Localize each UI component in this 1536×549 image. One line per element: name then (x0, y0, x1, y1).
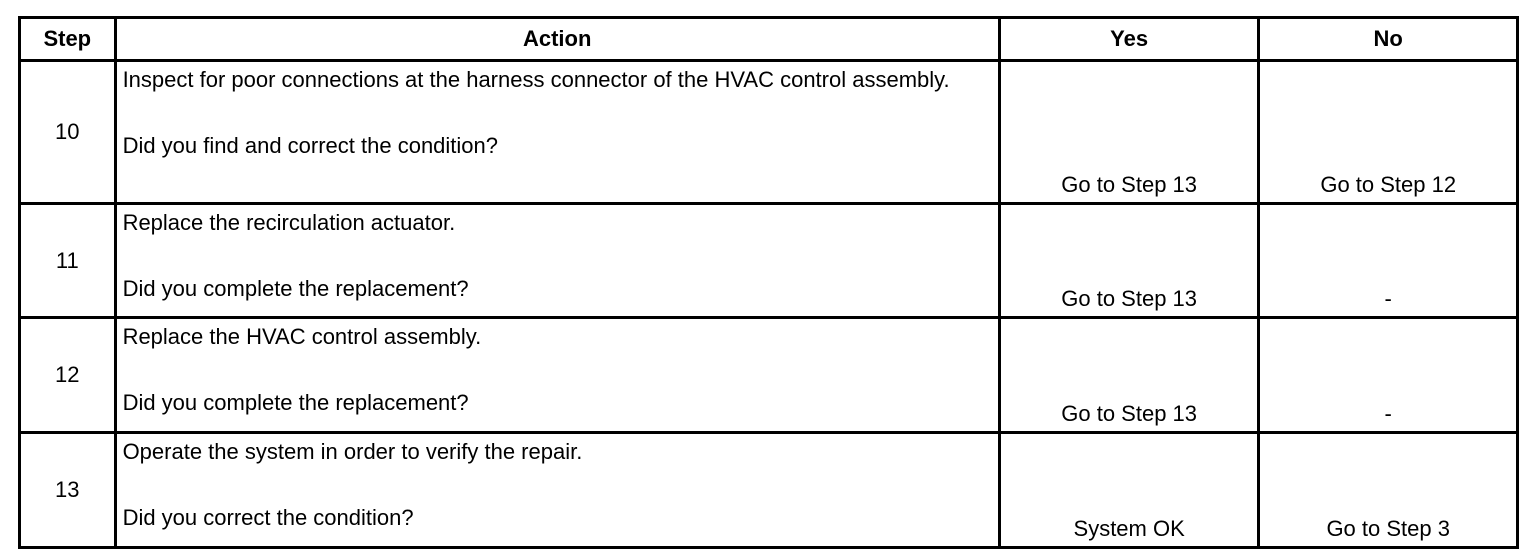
table-header-row (20, 18, 1518, 61)
action-instruction: Replace the HVAC control assembly. (122, 324, 482, 349)
action-instruction: Replace the recirculation actuator. (122, 210, 456, 235)
action-cell (115, 204, 999, 318)
diagnostic-table-container (18, 16, 1519, 549)
action-instruction: Operate the system in order to verify the repair. (122, 439, 583, 464)
action-question: Did you complete the replacement? (122, 276, 469, 301)
action-question: Did you find and correct the condition? (122, 133, 499, 158)
action-question: Did you complete the replacement? (122, 390, 469, 415)
step-number: 13 (20, 433, 116, 548)
action-cell (115, 318, 999, 433)
table-row (20, 318, 1518, 433)
step-number: 11 (20, 204, 116, 318)
action-cell (115, 433, 999, 548)
header-no: No (1259, 18, 1518, 61)
action-instruction: Inspect for poor connections at the harness connector of the HVAC control assembly. (122, 67, 950, 92)
table-row (20, 204, 1518, 318)
no-result: - (1259, 318, 1518, 433)
step-number: 12 (20, 318, 116, 433)
table-row (20, 433, 1518, 548)
diagnostic-table (18, 16, 1519, 549)
action-cell (115, 61, 999, 204)
yes-result: System OK (999, 433, 1259, 548)
header-yes: Yes (999, 18, 1259, 61)
step-number: 10 (20, 61, 116, 204)
header-action: Action (115, 18, 999, 61)
no-result: - (1259, 204, 1518, 318)
no-result: Go to Step 3 (1259, 433, 1518, 548)
no-result: Go to Step 12 (1259, 61, 1518, 204)
action-question: Did you correct the condition? (122, 505, 414, 530)
header-step: Step (20, 18, 116, 61)
table-row (20, 61, 1518, 204)
yes-result: Go to Step 13 (999, 204, 1259, 318)
yes-result: Go to Step 13 (999, 61, 1259, 204)
yes-result: Go to Step 13 (999, 318, 1259, 433)
